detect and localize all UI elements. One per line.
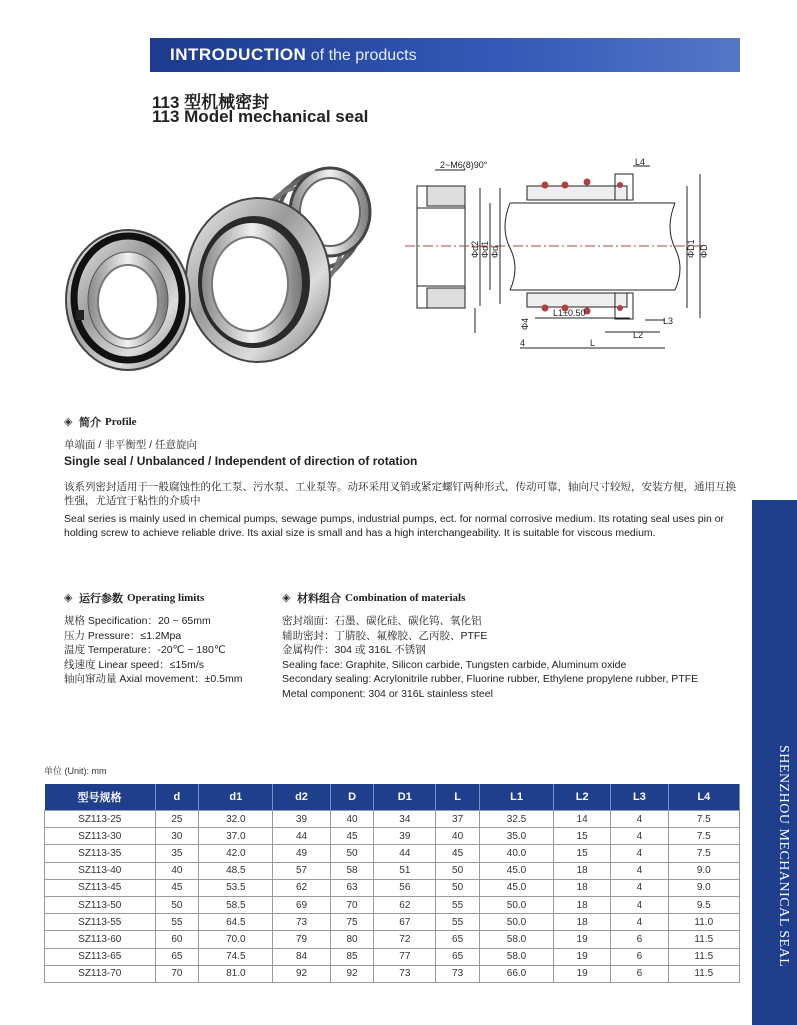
material-line: 金属构件：304 或 316L 不锈钢	[282, 644, 426, 656]
table-cell: 58.0	[480, 931, 554, 948]
operating-line: 温度 Temperature：-20℃ ~ 180℃	[64, 644, 226, 656]
table-cell: 9.0	[668, 879, 739, 896]
table-cell: 15	[554, 828, 611, 845]
table-cell: 25	[155, 811, 199, 828]
label-d2: Φd2	[470, 240, 480, 258]
table-cell: 74.5	[199, 948, 273, 965]
table-cell: 18	[554, 862, 611, 879]
label-L2: L2	[633, 330, 644, 340]
table-header-cell: L1	[480, 784, 554, 811]
table-header-cell: L2	[554, 784, 611, 811]
table-row	[45, 896, 740, 913]
table-cell: 4	[611, 811, 668, 828]
table-cell: 18	[554, 896, 611, 913]
model-cell: SZ113-65	[45, 948, 156, 965]
table-cell: 70	[330, 896, 374, 913]
table-cell: 4	[611, 879, 668, 896]
table-header-cell: L	[436, 784, 480, 811]
table-cell: 45	[330, 828, 374, 845]
table-cell: 84	[273, 948, 330, 965]
table-cell: 70	[155, 965, 199, 982]
operating-heading: ◈ 运行参数 Operating limits	[64, 591, 205, 605]
table-cell: 4	[611, 828, 668, 845]
operating-line: 线速度 Linear speed：≤15m/s	[64, 658, 204, 671]
table-cell: 69	[273, 896, 330, 913]
table-cell: 11.5	[668, 948, 739, 965]
profile-heading: ◈ 简介 Profile	[64, 415, 137, 429]
header-title: INTRODUCTION of the products	[170, 45, 417, 64]
table-cell: 62	[273, 879, 330, 896]
table-cell: 63	[330, 879, 374, 896]
table-cell: 18	[554, 879, 611, 896]
table-cell: 6	[611, 948, 668, 965]
table-cell: 40.0	[480, 845, 554, 862]
table-header-cell: D1	[374, 784, 436, 811]
table-cell: 4	[611, 914, 668, 931]
material-line: Sealing face: Graphite, Silicon carbide, Tungsten carbide, Aluminum oxide	[282, 658, 627, 671]
table-cell: 72	[374, 931, 436, 948]
table-cell: 50	[330, 845, 374, 862]
table-cell: 60	[155, 931, 199, 948]
table-cell: 81.0	[199, 965, 273, 982]
table-cell: 35	[155, 845, 199, 862]
table-cell: 65	[436, 931, 480, 948]
table-row	[45, 862, 740, 879]
table-cell: 7.5	[668, 828, 739, 845]
table-cell: 32.5	[480, 811, 554, 828]
spec-table	[44, 784, 740, 983]
table-cell: 62	[374, 896, 436, 913]
model-cell: SZ113-35	[45, 845, 156, 862]
table-row	[45, 948, 740, 965]
table-cell: 80	[330, 931, 374, 948]
operating-line: 轴向窜动量 Axial movement：±0.5mm	[64, 673, 243, 685]
table-row	[45, 931, 740, 948]
table-cell: 49	[273, 845, 330, 862]
table-cell: 70.0	[199, 931, 273, 948]
material-line: Secondary sealing: Acrylonitrile rubber, Fluorine rubber, Ethylene propylene rubber, PTFE	[282, 673, 699, 685]
label-d: Φd	[490, 245, 500, 258]
table-cell: 77	[374, 948, 436, 965]
material-line: 密封端面：石墨、碳化硅、碳化钨、氧化铝	[282, 615, 482, 627]
profile-line-cn: 单端面 / 非平衡型 / 任意旋向	[64, 439, 198, 451]
table-header-cell: d1	[199, 784, 273, 811]
table-cell: 85	[330, 948, 374, 965]
table-cell: 50	[155, 896, 199, 913]
table-row	[45, 914, 740, 931]
table-cell: 32.0	[199, 811, 273, 828]
table-cell: 7.5	[668, 845, 739, 862]
table-cell: 6	[611, 931, 668, 948]
side-tab-text: SHENZHOU MECHANICAL SEAL	[776, 745, 791, 968]
table-cell: 18	[554, 914, 611, 931]
table-row	[45, 845, 740, 862]
table-cell: 66.0	[480, 965, 554, 982]
table-cell: 39	[273, 811, 330, 828]
table-cell: 50.0	[480, 896, 554, 913]
table-cell: 55	[155, 914, 199, 931]
label-thread: 2~M6(8)90°	[440, 160, 488, 170]
model-cell: SZ113-25	[45, 811, 156, 828]
table-cell: 51	[374, 862, 436, 879]
table-cell: 50.0	[480, 914, 554, 931]
table-cell: 56	[374, 879, 436, 896]
table-row	[45, 811, 740, 828]
model-cell: SZ113-60	[45, 931, 156, 948]
table-cell: 9.5	[668, 896, 739, 913]
table-cell: 73	[273, 914, 330, 931]
model-cell: SZ113-30	[45, 828, 156, 845]
table-cell: 44	[273, 828, 330, 845]
table-cell: 7.5	[668, 811, 739, 828]
product-title-cn: 113 型机械密封	[152, 93, 270, 112]
product-title-en: 113 Model mechanical seal	[152, 107, 369, 126]
table-cell: 73	[374, 965, 436, 982]
materials-list	[282, 614, 698, 701]
table-row	[45, 965, 740, 982]
model-cell: SZ113-70	[45, 965, 156, 982]
label-phi4: Φ4	[520, 317, 530, 330]
table-header-cell: L3	[611, 784, 668, 811]
table-cell: 11.5	[668, 965, 739, 982]
table-cell: 55	[436, 914, 480, 931]
materials-heading: ◈ 材料组合 Combination of materials	[282, 591, 466, 605]
table-cell: 44	[374, 845, 436, 862]
table-cell: 45	[436, 845, 480, 862]
table-cell: 4	[611, 896, 668, 913]
table-cell: 42.0	[199, 845, 273, 862]
table-body	[45, 811, 740, 983]
table-cell: 6	[611, 965, 668, 982]
table-cell: 40	[155, 862, 199, 879]
table-header-cell: d	[155, 784, 199, 811]
table-cell: 14	[554, 811, 611, 828]
technical-drawing	[405, 158, 725, 358]
diamond-bullet-icon: ◈	[64, 591, 73, 604]
table-cell: 79	[273, 931, 330, 948]
label-L3: L3	[663, 316, 674, 326]
stationary-seat	[66, 230, 190, 370]
table-cell: 37	[436, 811, 480, 828]
table-cell: 92	[273, 965, 330, 982]
model-cell: SZ113-45	[45, 879, 156, 896]
table-header-cell: d2	[273, 784, 330, 811]
table-header-cell: 型号规格	[45, 784, 156, 811]
table-cell: 15	[554, 845, 611, 862]
table-cell: 34	[374, 811, 436, 828]
label-D1: ΦD1	[686, 239, 696, 258]
table-cell: 19	[554, 948, 611, 965]
table-cell: 48.5	[199, 862, 273, 879]
product-photo	[58, 160, 388, 400]
table-cell: 19	[554, 965, 611, 982]
table-header-cell: L4	[668, 784, 739, 811]
table-row	[45, 828, 740, 845]
table-cell: 58	[330, 862, 374, 879]
profile-line-en: Single seal / Unbalanced / Independent of direction of rotation	[64, 454, 418, 468]
header-subtitle: of the products	[306, 47, 417, 64]
operating-line: 压力 Pressure：≤1.2Mpa	[64, 629, 182, 642]
table-cell: 73	[436, 965, 480, 982]
table-cell: 45	[155, 879, 199, 896]
table-cell: 40	[436, 828, 480, 845]
label-L1: L1±0.50	[553, 308, 586, 318]
model-cell: SZ113-55	[45, 914, 156, 931]
diamond-bullet-icon: ◈	[282, 591, 291, 604]
table-cell: 30	[155, 828, 199, 845]
table-cell: 55	[436, 896, 480, 913]
table-cell: 58.0	[480, 948, 554, 965]
label-d1: Φd1	[480, 240, 490, 258]
table-header-cell: D	[330, 784, 374, 811]
operating-line: 规格 Specification：20 ~ 65mm	[64, 615, 211, 627]
table-cell: 11.0	[668, 914, 739, 931]
table-cell: 65	[155, 948, 199, 965]
material-line: 辅助密封：丁腈胶、氟橡胶、乙丙胶、PTFE	[282, 629, 488, 642]
rotating-ring	[186, 198, 330, 362]
table-cell: 37.0	[199, 828, 273, 845]
profile-desc-cn: 该系列密封适用于一般腐蚀性的化工泵、污水泵、工业泵等。动环采用叉销或紧定螺钉两种形式，传动可靠，轴向尺寸较短，安装方便，通用互换性强，尤适宜于粘性的介质中	[64, 481, 736, 507]
diamond-bullet-icon: ◈	[64, 415, 73, 428]
table-row	[45, 879, 740, 896]
table-cell: 64.5	[199, 914, 273, 931]
table-cell: 40	[330, 811, 374, 828]
table-cell: 45.0	[480, 862, 554, 879]
label-L4: L4	[635, 158, 646, 167]
material-line: Metal component: 304 or 316L stainless steel	[282, 687, 493, 700]
table-cell: 50	[436, 879, 480, 896]
table-cell: 67	[374, 914, 436, 931]
operating-list	[64, 614, 242, 687]
table-cell: 19	[554, 931, 611, 948]
table-cell: 35.0	[480, 828, 554, 845]
table-cell: 45.0	[480, 879, 554, 896]
unit-label: 单位 (Unit): mm	[44, 766, 107, 776]
table-cell: 65	[436, 948, 480, 965]
table-cell: 53.5	[199, 879, 273, 896]
table-cell: 58.5	[199, 896, 273, 913]
table-cell: 11.5	[668, 931, 739, 948]
label-D: ΦD	[699, 244, 709, 258]
model-cell: SZ113-50	[45, 896, 156, 913]
table-cell: 50	[436, 862, 480, 879]
table-header-row	[45, 784, 740, 811]
model-cell: SZ113-40	[45, 862, 156, 879]
table-cell: 39	[374, 828, 436, 845]
table-cell: 75	[330, 914, 374, 931]
table-cell: 4	[611, 862, 668, 879]
label-L: L	[590, 338, 596, 348]
profile-desc-en: Seal series is mainly used in chemical pumps, sewage pumps, industrial pumps, ect. for normal corrosive medium. Its rotating seal uses pin or holding screw to achieve reliable drive. Its axial size is small and has a high interchangeability. It is suitable for viscous medium.	[64, 513, 725, 539]
table-cell: 4	[611, 845, 668, 862]
table-cell: 57	[273, 862, 330, 879]
table-cell: 92	[330, 965, 374, 982]
label-4: 4	[520, 338, 526, 348]
table-cell: 9.0	[668, 862, 739, 879]
header-bar	[150, 38, 740, 72]
